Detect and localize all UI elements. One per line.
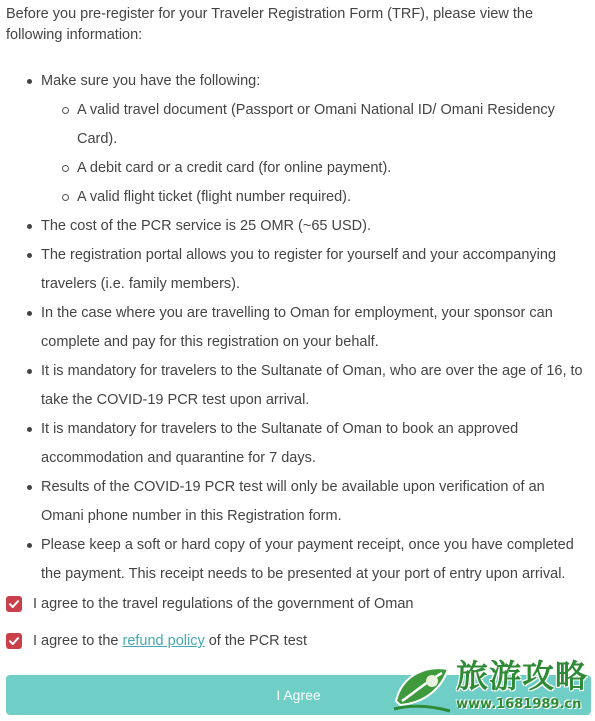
list-item: It is mandatory for travelers to the Sultanate of Oman to book an approved accommodation and quarantine for 7 days. bbox=[0, 415, 595, 473]
refund-policy-link[interactable]: refund policy bbox=[122, 633, 205, 649]
agree-button-label: I Agree bbox=[276, 687, 321, 703]
requirements-sublist bbox=[41, 96, 591, 212]
list-item: The cost of the PCR service is 25 OMR (~65 USD). bbox=[0, 212, 595, 241]
refund-label-prefix: I agree to the bbox=[33, 633, 123, 649]
refund-checkbox[interactable] bbox=[6, 633, 22, 649]
regulations-label: I agree to the travel regulations of the government of Oman bbox=[33, 596, 414, 612]
refund-label-suffix: of the PCR test bbox=[204, 633, 308, 649]
list-item: In the case where you are travelling to Oman for employment, your sponsor can complete and pay for this registration on your behalf. bbox=[0, 299, 595, 357]
checkmark-icon bbox=[8, 598, 20, 610]
info-list bbox=[0, 67, 595, 589]
agree-button[interactable] bbox=[6, 675, 591, 715]
intro-text: Before you pre-register for your Traveler Registration Form (TRF), please view the following information: bbox=[6, 6, 534, 43]
list-item: Results of the COVID-19 PCR test will only be available upon verification of an Omani phone number in this Registration form. bbox=[0, 473, 595, 531]
list-item-text: Make sure you have the following: bbox=[41, 73, 261, 89]
sublist-item: A debit card or a credit card (for online payment). bbox=[41, 154, 591, 183]
list-item: The registration portal allows you to register for yourself and your accompanying travelers (i.e. family members). bbox=[0, 241, 595, 299]
list-item bbox=[0, 67, 595, 212]
checkmark-icon bbox=[8, 635, 20, 647]
regulations-checkbox[interactable] bbox=[6, 596, 22, 612]
sublist-item: A valid flight ticket (flight number required). bbox=[41, 183, 591, 212]
sublist-item: A valid travel document (Passport or Omani National ID/ Omani Residency Card). bbox=[41, 96, 591, 154]
watermark-url: www.1681989.cn bbox=[456, 697, 582, 712]
list-item: It is mandatory for travelers to the Sultanate of Oman, who are over the age of 16, to take the COVID-19 PCR test upon arrival. bbox=[0, 357, 595, 415]
refund-agreement-row bbox=[6, 631, 566, 651]
refund-label bbox=[33, 631, 307, 651]
watermark-text: 旅游攻略 bbox=[456, 657, 589, 695]
list-item: Please keep a soft or hard copy of your payment receipt, once you have completed the payment. This receipt needs to be presented at your port of entry upon arrival. bbox=[0, 531, 595, 589]
regulations-agreement-row bbox=[6, 594, 566, 614]
